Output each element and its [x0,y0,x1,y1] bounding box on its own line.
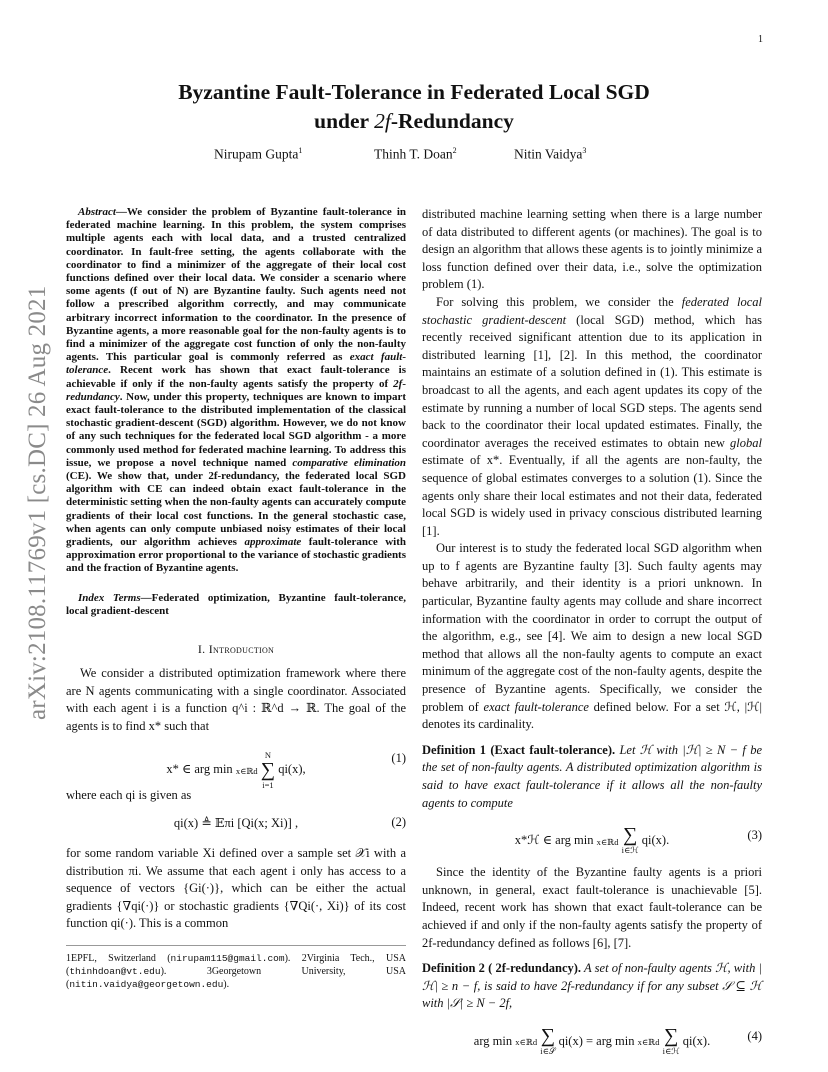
equation-number: (1) [391,751,406,766]
intro-paragraph-2: where each qi is given as [66,788,192,803]
author-2: Thinh T. Doan$^2$ [374,146,457,162]
index-terms: Index Terms—Federated optimization, Byzantine fault-tolerance, local gradient-descent [66,591,406,617]
intro-paragraph-3: for some random variable Xi defined over a sample set 𝒳i with a distribution πi. We assume that each agent i only has access to a sequence of vectors {Gi(·)}, which can be either the actual gradients {∇qi(·)} or stochastic gradients {∇Qi(·, Xi)} of its cost function qi(·). This is a common [66,846,406,931]
definition-2: Definition 2 ( 2f-redundancy). A set of non-faulty agents ℋ, with |ℋ| ≥ n − f, is said to have 2f-redundancy if for any subset 𝒮 ⊆ ℋ with |𝒮| ≥ N − 2f, [422,961,762,1011]
equation-number: (3) [747,828,762,843]
author-1: Nirupam Gupta$^1$ [214,146,303,162]
abstract-label: Abstract [78,206,116,218]
title-line-1: Byzantine Fault-Tolerance in Federated Local SGD [178,80,650,104]
abstract: Abstract—We consider the problem of Byzantine fault-tolerance in federated machine learning. In this problem, the system comprises multiple agents each with local data, and a trusted centralized coordinator. In fault-free setting, the agents collaborate with the coordinator to find a minimizer of the aggregate of their local cost functions defined over their local data. We consider a scenario where some agents (f out of N) are Byzantine faulty. Such agents need not follow a prescribed algorithm correctly, and may communicate arbitrary incorrect information to the coordinator. In the presence of Byzantine agents, a more reasonable goal for the non-faulty agents is to find a minimizer of the aggregate cost function of only the non-faulty agents. This particular goal is commonly referred as exact fault-tolerance. Recent work has shown that exact fault-tolerance is achievable if only if the non-faulty agents satisfy the property of 2f-redundancy. Now, under this property, techniques are known to impart exact fault-tolerance to the distributed implementation of the classical stochastic gradient-descent (SGD) algorithm. However, we do not know of any such techniques for the federated local SGD algorithm - a more commonly used method for federated machine learning. To address this issue, we propose a novel technique named comparative elimination (CE). We show that, under 2f-redundancy, the federated local SGD algorithm with CE can indeed obtain exact fault-tolerance in the deterministic setting when the non-faulty agents can accurately compute gradients of their local cost functions. In the general stochastic case, when agents can only compute unbiased noisy estimates of their local gradients, our algorithm achieves approximate fault-tolerance with approximation error proportional to the variance of stochastic gradients and the fraction of Byzantine agents. [66,206,407,575]
equation-1: x* ∈ arg min x∈ℝd N ∑ i=1 qi(x), (1) [166,750,406,791]
equation-2: qi(x) ≜ 𝔼πi [Qi(x; Xi)] , (2) [173,815,406,831]
equation-3: x*ℋ ∈ arg min x∈ℝd ∑ i∈ℋ qi(x). (3) [514,824,762,856]
left-column [66,206,406,991]
right-column [422,206,762,1065]
author-3: Nitin Vaidya$^3$ [514,146,587,162]
equation-4: arg min x∈ℝd ∑ i∈𝒮 qi(x) = arg min x∈ℝd ∑ i∈ℋ qi(x). (4) [473,1024,762,1056]
right-paragraph-2: For solving this problem, we consider the federated local stochastic gradient-descent (local SGD) method, which has recently received significant attention due to its application in distributed learning [1], [2]. In this method, the coordinator maintains an estimate of a solution defined in (1). This estimate is broadcast to all the agents, and each agent updates its copy of the estimate by running a number of local SGD steps. The agents send back to the coordinator their local updated estimates. Finally, the coordinator averages the received estimates to obtain new global estimate of x*. Eventually, if all the agents are non-faulty, the sequence of global estimates converges to a solution (1). Since the agents only share their local estimates and not their data, federated local SGD is widely used in privacy conscious distributed learning [1]. [422,294,763,538]
intro-paragraph-1: We consider a distributed optimization framework where there are N agents communicating with a single coordinator. Associated with each agent i is a function q^i : ℝ^d → ℝ. The goal of the agents is to find x* such that [66,666,406,733]
arxiv-id: arXiv:2108.11769v1 [cs.DC] 26 Aug 2021 [24,285,51,720]
definition-1: Definition 1 (Exact fault-tolerance). Let ℋ with |ℋ| ≥ N − f be the set of non-faulty agents. A distributed optimization algorithm is said to have exact fault-tolerance if it allows all the non-faulty agents to compute [422,742,762,810]
title-line-2: under 2f-Redundancy [314,109,514,133]
right-paragraph-3: Our interest is to study the federated local SGD algorithm when up to f agents are Byzantine faulty [3]. Such faulty agents may behave arbitrarily, and their identity is a priori unknown. In particular, Byzantine faulty agents may collude and share incorrect information with the coordinator in order to corrupt the output of the algorithm, e.g., see [4]. We aim to design a new local SGD method that allows all the non-faulty agents to compute an exact minimum of the aggregate cost of the non-faulty agents, despite the presence of Byzantine agents. Specifically, we consider the problem of exact fault-tolerance defined below. For a set ℋ, |ℋ| denotes its cardinality. [422,541,762,732]
author-list [0,146,828,166]
equation-number: (2) [391,815,406,830]
right-paragraph-1: distributed machine learning setting when there is a large number of data distributed to different agents (or machines). The goal is to design an algorithm that allows these agents is to jointly minimize a loss function defined over their data, i.e., solve the optimization problem (1). [422,207,762,292]
equation-number: (4) [747,1028,762,1043]
paper-title [100,78,728,136]
page-number: 1 [758,34,763,45]
footnote: 1EPFL, Switzerland (nirupam115@gmail.com). 2Virginia Tech., USA (thinhdoan@vt.edu). 3Georgetown University, USA (nitin.vaidya@georgetown.edu). [66,945,406,991]
right-paragraph-4: Since the identity of the Byzantine faulty agents is a priori unknown, in general, exact fault-tolerance is unachievable [5]. Indeed, recent work has shown that exact fault-tolerance can be achieved if and only if the non-faulty agents satisfy the property of 2f-redundancy defined as follows [6], [7]. [422,865,762,950]
section-heading: I. Introduction [197,642,275,657]
